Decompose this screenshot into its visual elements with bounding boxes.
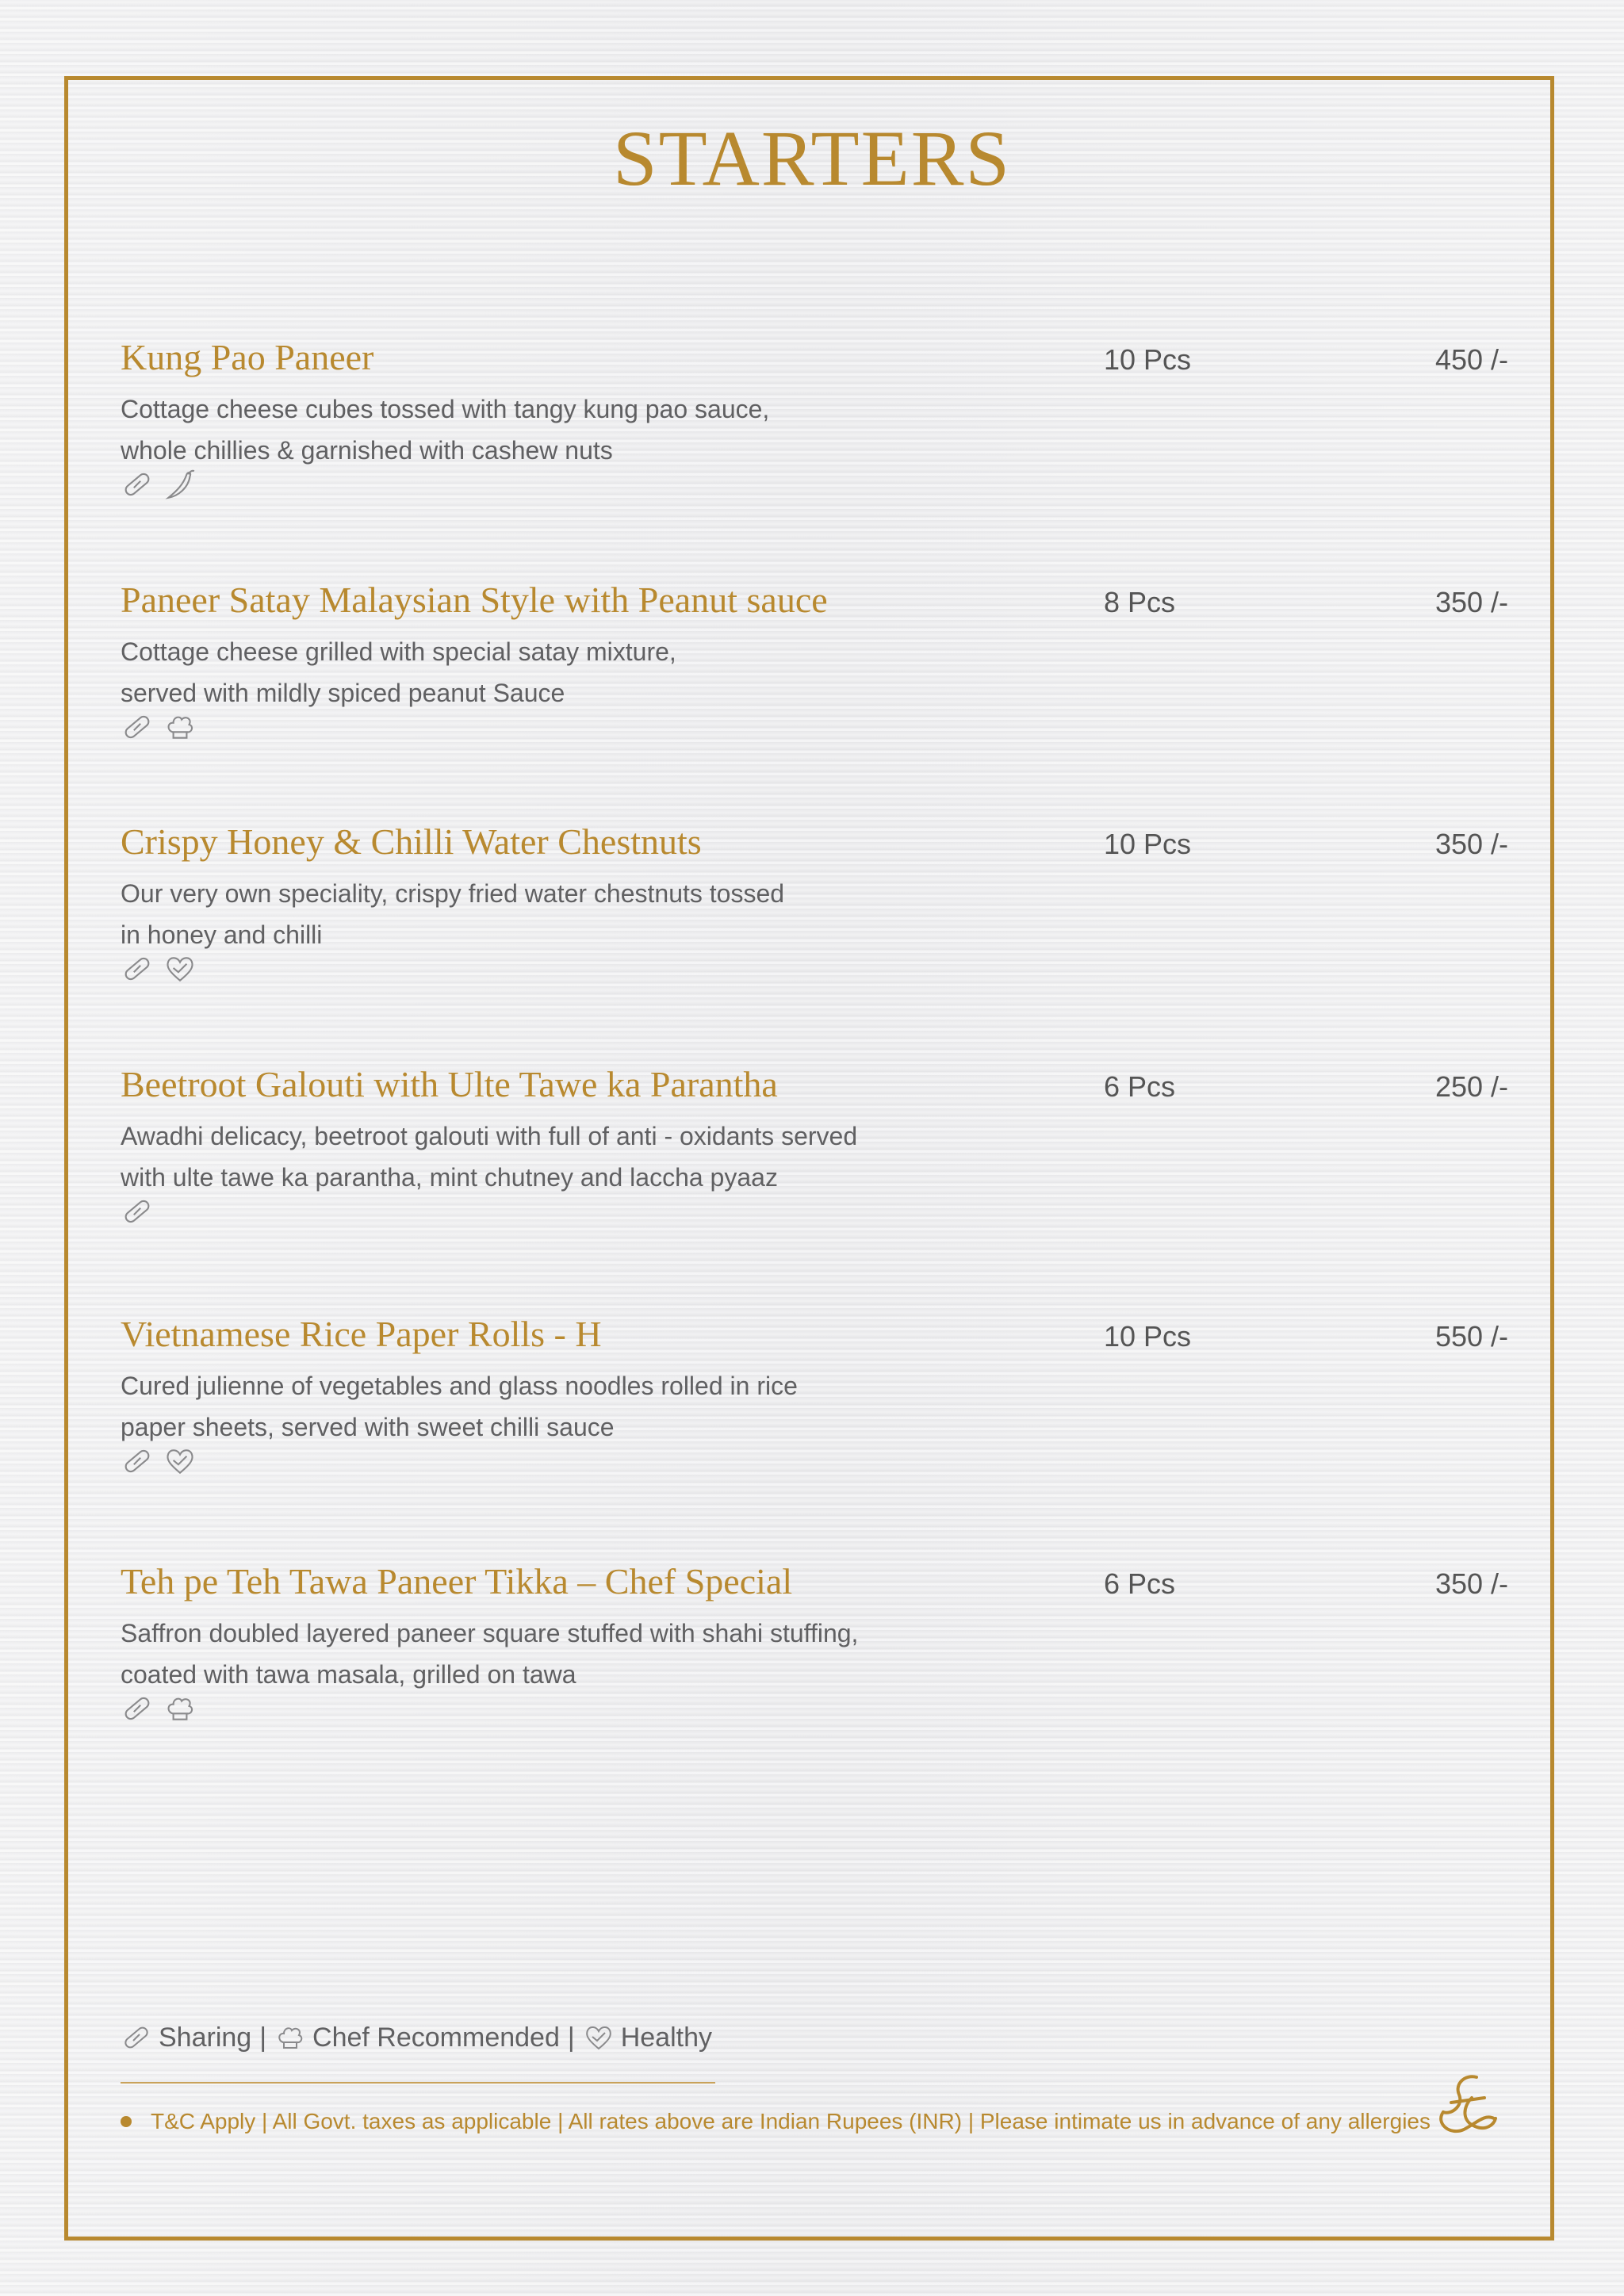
item-name: Paneer Satay Malaysian Style with Peanut sauce xyxy=(121,580,828,620)
item-description-line: in honey and chilli xyxy=(121,920,323,949)
item-icons xyxy=(121,952,197,987)
menu-item xyxy=(121,1316,1508,1490)
chef-hat-icon xyxy=(274,2022,306,2053)
item-description-line: Our very own speciality, crispy fried water chestnuts tossed xyxy=(121,879,785,908)
sharing-icon xyxy=(121,952,154,985)
item-description-line: with ulte tawe ka parantha, mint chutney and laccha pyaaz xyxy=(121,1163,778,1192)
page-title: STARTERS xyxy=(612,114,1012,202)
item-icons xyxy=(121,1445,197,1479)
item-description-line: Saffron doubled layered paneer square stuffed with shahi stuffing, xyxy=(121,1619,859,1647)
menu-item xyxy=(121,339,1508,514)
menu-item xyxy=(121,582,1508,756)
sharing-icon xyxy=(121,2022,152,2053)
item-name: Crispy Honey & Chilli Water Chestnuts xyxy=(121,821,702,862)
item-icons xyxy=(121,1195,154,1230)
sharing-icon xyxy=(121,468,154,501)
item-price: 250 /- xyxy=(1434,1070,1508,1103)
legend-healthy-label: Healthy xyxy=(620,2022,712,2053)
footer-note xyxy=(121,2109,1431,2134)
heart-icon xyxy=(583,2022,615,2053)
item-description-line: Cottage cheese grilled with special satay mixture, xyxy=(121,637,676,666)
legend-separator: | xyxy=(259,2022,267,2053)
chef-hat-icon xyxy=(163,710,197,744)
menu-item xyxy=(121,1066,1508,1241)
item-description-line: paper sheets, served with sweet chilli sauce xyxy=(121,1413,615,1441)
heart-icon xyxy=(163,952,197,985)
item-quantity: 10 Pcs xyxy=(1104,828,1192,860)
restaurant-logo xyxy=(1427,2066,1507,2145)
item-quantity: 10 Pcs xyxy=(1104,343,1192,376)
item-name: Teh pe Teh Tawa Paneer Tikka – Chef Special xyxy=(121,1561,793,1601)
item-quantity: 10 Pcs xyxy=(1104,1320,1192,1353)
chilli-icon xyxy=(163,468,197,501)
item-description-line: served with mildly spiced peanut Sauce xyxy=(121,679,565,707)
sharing-icon xyxy=(121,1445,154,1478)
item-quantity: 6 Pcs xyxy=(1104,1070,1176,1103)
item-quantity: 8 Pcs xyxy=(1104,586,1176,618)
item-quantity: 6 Pcs xyxy=(1104,1567,1176,1600)
heart-icon xyxy=(163,1445,197,1478)
sharing-icon xyxy=(121,1692,154,1725)
item-description-line: whole chillies & garnished with cashew nuts xyxy=(121,436,613,465)
item-description-line: coated with tawa masala, grilled on tawa xyxy=(121,1660,576,1689)
item-icons xyxy=(121,710,197,745)
item-name: Vietnamese Rice Paper Rolls - H xyxy=(121,1314,602,1354)
item-price: 350 /- xyxy=(1434,828,1508,860)
item-description xyxy=(121,1365,1032,1448)
item-description xyxy=(121,1613,1032,1695)
legend xyxy=(121,2022,712,2053)
sharing-icon xyxy=(121,710,154,744)
item-price: 350 /- xyxy=(1434,1567,1508,1600)
bullet-dot xyxy=(121,2116,132,2127)
item-description xyxy=(121,873,1032,955)
legend-separator: | xyxy=(567,2022,575,2053)
legend-sharing-label: Sharing xyxy=(159,2022,252,2053)
item-icons xyxy=(121,1692,197,1727)
footer-text: T&C Apply | All Govt. taxes as applicable | All rates above are Indian Rupees (INR) | Please intimate us in advance of any allergies xyxy=(151,2109,1431,2133)
chef-hat-icon xyxy=(163,1692,197,1725)
item-price: 350 /- xyxy=(1434,586,1508,618)
item-name: Kung Pao Paneer xyxy=(121,337,374,377)
item-price: 450 /- xyxy=(1434,343,1508,376)
legend-divider xyxy=(121,2082,715,2084)
item-description xyxy=(121,1115,1032,1198)
sharing-icon xyxy=(121,1195,154,1228)
item-description-line: Awadhi delicacy, beetroot galouti with full of anti - oxidants served xyxy=(121,1122,858,1150)
item-description-line: Cured julienne of vegetables and glass noodles rolled in rice xyxy=(121,1372,798,1400)
item-description xyxy=(121,631,1032,714)
menu-item xyxy=(121,1563,1508,1738)
legend-chef-label: Chef Recommended xyxy=(312,2022,560,2053)
item-name: Beetroot Galouti with Ulte Tawe ka Parantha xyxy=(121,1064,778,1104)
item-description xyxy=(121,388,1032,471)
item-icons xyxy=(121,468,197,503)
menu-item xyxy=(121,821,1508,998)
item-description-line: Cottage cheese cubes tossed with tangy kung pao sauce, xyxy=(121,395,770,423)
item-price: 550 /- xyxy=(1434,1320,1508,1353)
